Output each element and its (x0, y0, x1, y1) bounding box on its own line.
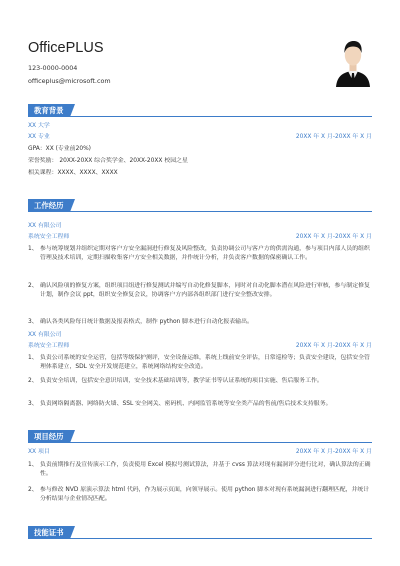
section-work (28, 199, 372, 212)
avatar (334, 35, 372, 87)
work-title-row (28, 233, 372, 242)
resume-header (28, 34, 372, 94)
education-honors: 荣誉奖励： 20XX-20XX 综合奖学金、20XX-20XX 校园之星 (28, 158, 188, 164)
email-address: officeplus@microsoft.com (28, 77, 111, 85)
section-education (28, 104, 372, 117)
section-skills (28, 526, 372, 539)
work-title-row (28, 342, 372, 351)
avatar-portrait-icon (334, 35, 372, 87)
work-period: 20XX 年 X 月-20XX 年 X 月 (295, 234, 372, 240)
phone-number: 123-0000-0004 (28, 64, 78, 72)
section-title: 技能证书 (28, 526, 70, 539)
work-bullet: 1、 参与统筹规划并组织定期对客户方安全漏洞进行修复及风险整改，负责协调公司与客户方的供需沟通，参与项目内部人员的组织管理及技术培训，定期扫描收集客户方安全相关数据，并作统计分析，并负责客户数据的保密确认工作。 (28, 245, 372, 273)
work-bullet: 3、 确认各类风险每日统计数据及报表格式，制作 python 脚本进行自动化报表输出。 (28, 318, 372, 328)
work-bullet: 1、 负责公司系统的安全运营，包括等级保护测评，安全设备运维，系统上线前安全评估，日常巡检等；负责安全建设，包括安全管理体系建立，SDL 安全开发规范建立，系统网络结构安全改造。 (28, 354, 372, 374)
education-school: XX 大学 (28, 123, 50, 129)
work-title: 系统安全工程师 (28, 234, 70, 240)
project-period: 20XX 年 X 月-20XX 年 X 月 (295, 449, 372, 455)
section-title: 工作经历 (28, 199, 70, 212)
section-title: 教育背景 (28, 104, 70, 117)
project-bullet: 1、 负责前期推行及宣传演示工作，负责使用 Excel 模拟号测试算法，并基于 cvss 算法对现有漏洞评分进行比对，确认算法的正确性。 (28, 461, 372, 481)
work-bullet-text: 参与统筹规划并组织定期对客户方安全漏洞进行修复及风险整改，负责协调公司与客户方的供需沟通，参与项目内部人员的组织管理及技术培训，定期扫描收集客户方安全相关数据，并作统计分析，并负责客户数据的保密确认工作。 (40, 246, 370, 262)
work-bullet: 2、 负责安全培训，包括安全意识培训，安全技术基础培训等，教学证书等认证系统的项目实施、售后服务工作。 (28, 377, 372, 387)
project-bullet-text: 参与修改 NVD 原演示算法 html 代码，作为展示页面，向领导展示。使用 python 脚本对现有系统漏洞进行翻理匹配，并统计分析结果与企业情况匹配。 (40, 487, 370, 503)
section-title: 项目经历 (28, 430, 70, 443)
work-company: XX 有限公司 (28, 223, 62, 229)
work-period: 20XX 年 X 月-20XX 年 X 月 (295, 343, 372, 349)
project-title-row (28, 448, 372, 457)
work-company: XX 有限公司 (28, 332, 62, 338)
work-title: 系统安全工程师 (28, 343, 70, 349)
work-bullet: 3、 负责网络隔离器、网络防火墙、SSL 安全网关、密码机、内网监管系统等安全类产品的售前/售后技术支持服务。 (28, 400, 372, 410)
section-project (28, 430, 372, 443)
education-courses: 相关课程：XXXX、XXXX、XXXX (28, 170, 118, 176)
education-major: XX 专业 (28, 134, 50, 140)
work-bullet-text: 负责安全培训，包括安全意识培训，安全技术基础培训等，教学证书等认证系统的项目实施、售后服务工作。 (40, 378, 323, 384)
work-bullet-text: 确认风险项的修复方案，组织项目组进行修复测试并编写自动化修复脚本，同时对自动化脚本潜在风险进行审核，参与制定修复计划，制作会议 ppt，组织安全修复会议，协调客户方内部各组织部门进行安全整改安排。 (40, 283, 370, 299)
work-bullet-text: 确认各类风险每日统计数据及报表格式，制作 python 脚本进行自动化报表输出。 (40, 319, 253, 325)
education-gpa: GPA：XX (专业前20%) (28, 146, 91, 152)
project-bullet-text: 负责前期推行及宣传演示工作，负责使用 Excel 模拟号测试算法，并基于 cvss 算法对现有漏洞评分进行比对，确认算法的正确性。 (40, 462, 371, 478)
project-name: XX 项目 (28, 449, 50, 455)
work-bullet: 2、 确认风险项的修复方案，组织项目组进行修复测试并编写自动化修复脚本，同时对自动化脚本潜在风险进行审核，参与制定修复计划，制作会议 ppt，组织安全修复会议，协调客户方内部各组织部门进行安全整改安排。 (28, 282, 372, 302)
education-major-row (28, 133, 372, 142)
candidate-name: OfficePLUS (28, 40, 104, 56)
project-bullet: 2、 参与修改 NVD 原演示算法 html 代码，作为展示页面，向领导展示。使用 python 脚本对现有系统漏洞进行翻理匹配，并统计分析结果与企业情况匹配。 (28, 486, 372, 506)
work-bullet-text: 负责公司系统的安全运营，包括等级保护测评，安全设备运维，系统上线前安全评估，日常巡检等；负责安全建设，包括安全管理体系建立，SDL 安全开发规范建立，系统网络结构安全改造。 (40, 355, 370, 371)
work-bullet-text: 负责网络隔离器、网络防火墙、SSL 安全网关、密码机、内网监管系统等安全类产品的售前/售后技术支持服务。 (40, 401, 332, 407)
education-period: 20XX 年 X 月-20XX 年 X 月 (295, 134, 372, 140)
